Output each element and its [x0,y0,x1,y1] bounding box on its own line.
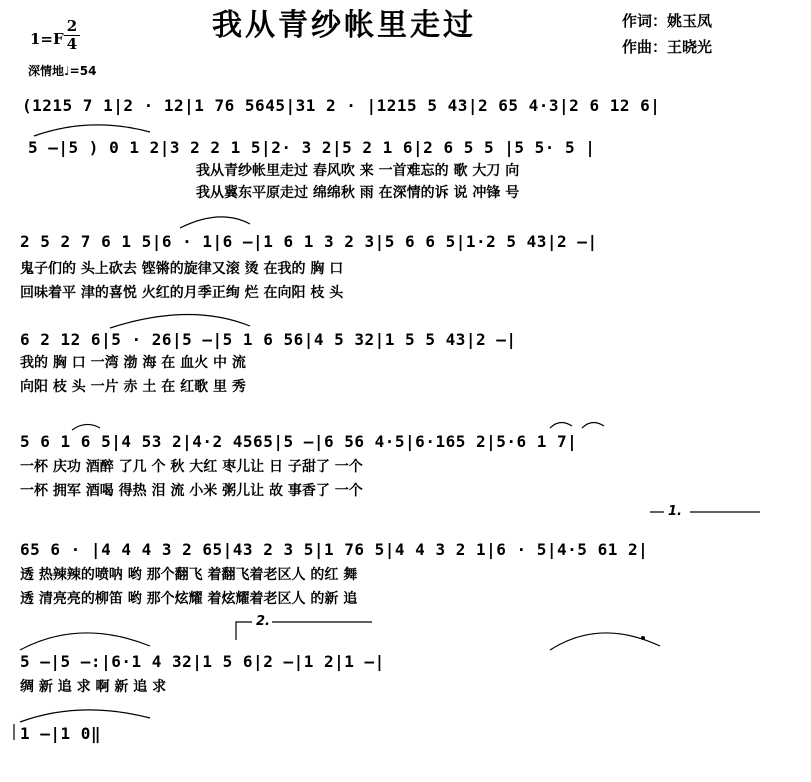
score-line-4-notes: 6 2 12 6|5 · 26|5 —|5 1 6 56|4 5 32|1 5 5 43|2 —| [20,330,517,349]
volta-2-label: 2. [256,614,270,629]
slur [20,710,150,722]
time-signature-bottom: 4 [64,35,80,53]
slur [72,424,100,430]
score-line-7-lyric-1: 绸 新 追 求 啊 新 追 求 [20,679,167,695]
slur [550,422,572,428]
slur [34,125,150,136]
slur [550,633,660,650]
key-signature: 1=F [30,30,64,48]
score-line-8-notes: 1 —|1 0‖ [20,724,102,743]
slur [180,217,250,228]
score-line-7-notes: 5 —|5 —:|6·1 4 32|1 5 6|2 —|1 2|1 —| [20,652,385,671]
tempo-marking: 深情地♩=54 [28,64,97,78]
score-line-2-lyric-2: 我从冀东平原走过 绵绵秋 雨 在深情的诉 说 冲锋 号 [196,185,520,201]
score-line-4-lyric-1: 我的 胸 口 一湾 渤 海 在 血火 中 流 [20,355,246,371]
volta-1-label: 1. [668,504,682,519]
score-line-3-lyric-1: 鬼子们的 头上砍去 铿锵的旋律又滚 烫 在我的 胸 口 [20,261,344,277]
composer-credit: 作曲：王晓光 [622,38,713,56]
score-line-5-lyric-1: 一杯 庆功 酒醉 了几 个 秋 大红 枣儿让 日 子甜了 一个 [20,459,363,475]
slur [582,422,604,428]
score-line-2-lyric-1: 我从青纱帐里走过 春风吹 来 一首难忘的 歌 大刀 向 [196,163,520,179]
slur [20,633,150,650]
score-line-5-notes: 5 6 1 6 5|4 53 2|4·2 4565|5 —|6 56 4·5|6·165 2|5·6 1 7| [20,432,578,451]
fermata-dot [641,636,645,640]
slur [110,314,250,328]
score-line-2-notes: 5 —|5 ) 0 1 2|3 2 2 1 5|2· 3 2|5 2 1 6|2 6 5 5 |5 5· 5 | [28,138,596,157]
score-line-5-lyric-2: 一杯 拥军 酒喝 得热 泪 流 小米 粥儿让 故 事香了 一个 [20,483,363,499]
volta-2-bracket [236,622,372,640]
time-signature-top: 2 [66,17,78,35]
score-line-1-notes: (1215 7 1|2 · 12|1 76 5645|31 2 · |1215 5 43|2 65 4·3|2 6 12 6| [22,96,661,115]
score-line-6-notes: 65 6 · |4 4 4 3 2 65|43 2 3 5|1 76 5|4 4 3 2 1|6 · 5|4·5 61 2| [20,540,649,559]
score-line-3-lyric-2: 回味着平 津的喜悦 火红的月季正绚 烂 在向阳 枝 头 [20,285,344,301]
lyricist-credit: 作词：姚玉凤 [622,12,713,30]
score-line-3-notes: 2 5 2 7 6 1 5|6 · 1|6 —|1 6 1 3 2 3|5 6 6 5|1·2 5 43|2 —| [20,232,598,251]
score-line-6-lyric-1: 透 热辣辣的喷呐 哟 那个翻飞 着翻飞着老区人 的红 舞 [20,567,358,583]
score-line-6-lyric-2: 透 清亮亮的柳笛 哟 那个炫耀 着炫耀着老区人 的新 追 [20,591,358,607]
song-title: 我从青纱帐里走过 [212,8,476,43]
score-line-4-lyric-2: 向阳 枝 头 一片 赤 土 在 红歌 里 秀 [20,379,246,395]
